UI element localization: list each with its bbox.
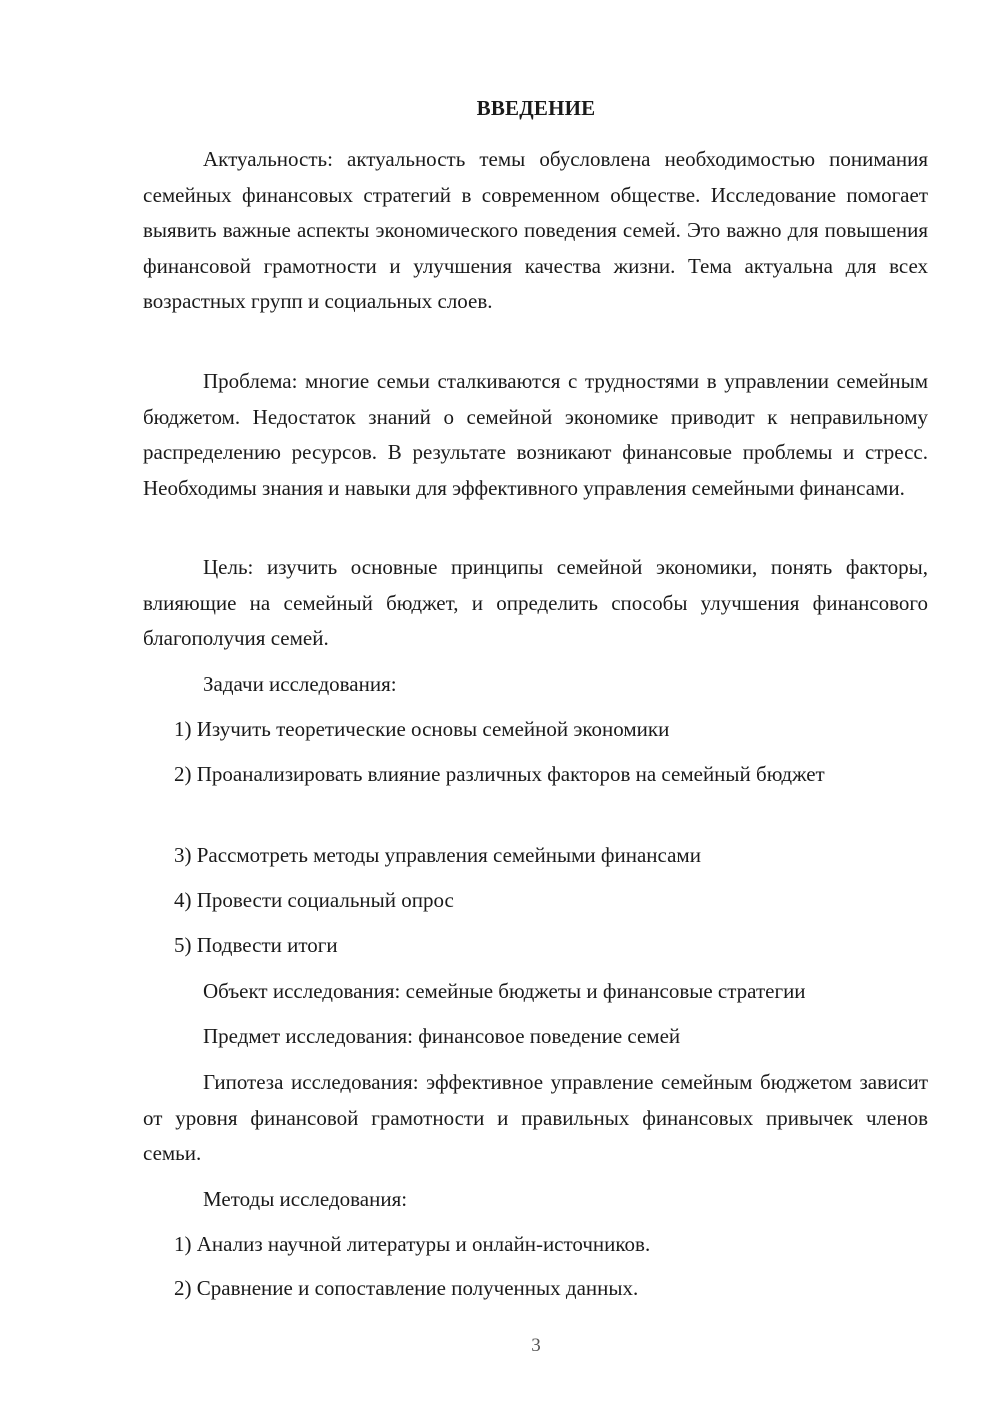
task-item-1: 1) Изучить теоретические основы семейной экономики [174, 717, 670, 741]
task-item-4: 4) Провести социальный опрос [174, 888, 454, 912]
relevance-paragraph: Актуальность: актуальность темы обусловлена необходимостью понимания семейных финансовых стратегий в современном обществе. Исследование помогает выявить важные аспекты экономического поведения семей. Это важно для повышения финансовой грамотности и улучшения качества жизни. Тема актуальна для всех возрастных групп и социальных слоев. [143, 147, 928, 313]
goal-paragraph: Цель: изучить основные принципы семейной экономики, понять факторы, влияющие на семейный бюджет, и определить способы улучшения финансового благополучия семей. [143, 555, 928, 650]
subject-paragraph: Предмет исследования: финансовое поведение семей [203, 1024, 681, 1048]
tasks-heading: Задачи исследования: [203, 672, 397, 696]
method-item-2: 2) Сравнение и сопоставление полученных данных. [174, 1276, 639, 1300]
problem-paragraph: Проблема: многие семьи сталкиваются с трудностями в управлении семейным бюджетом. Недостаток знаний о семейной экономике приводит к неправильному распределению ресурсов. В результате возникают финансовые проблемы и стресс. Необходимы знания и навыки для эффективного управления семейными финансами. [143, 369, 928, 500]
task-item-5: 5) Подвести итоги [174, 933, 338, 957]
methods-heading: Методы исследования: [203, 1187, 408, 1211]
task-item-2: 2) Проанализировать влияние различных факторов на семейный бюджет [174, 762, 825, 786]
object-paragraph: Объект исследования: семейные бюджеты и финансовые стратегии [203, 979, 806, 1003]
page-number: 3 [531, 1335, 541, 1356]
task-item-3: 3) Рассмотреть методы управления семейными финансами [174, 843, 701, 867]
method-item-1: 1) Анализ научной литературы и онлайн-источников. [174, 1232, 651, 1256]
hypothesis-paragraph: Гипотеза исследования: эффективное управление семейным бюджетом зависит от уровня финансовой грамотности и правильных финансовых привычек членов семьи. [143, 1070, 928, 1165]
section-title: ВВЕДЕНИЕ [476, 96, 596, 120]
